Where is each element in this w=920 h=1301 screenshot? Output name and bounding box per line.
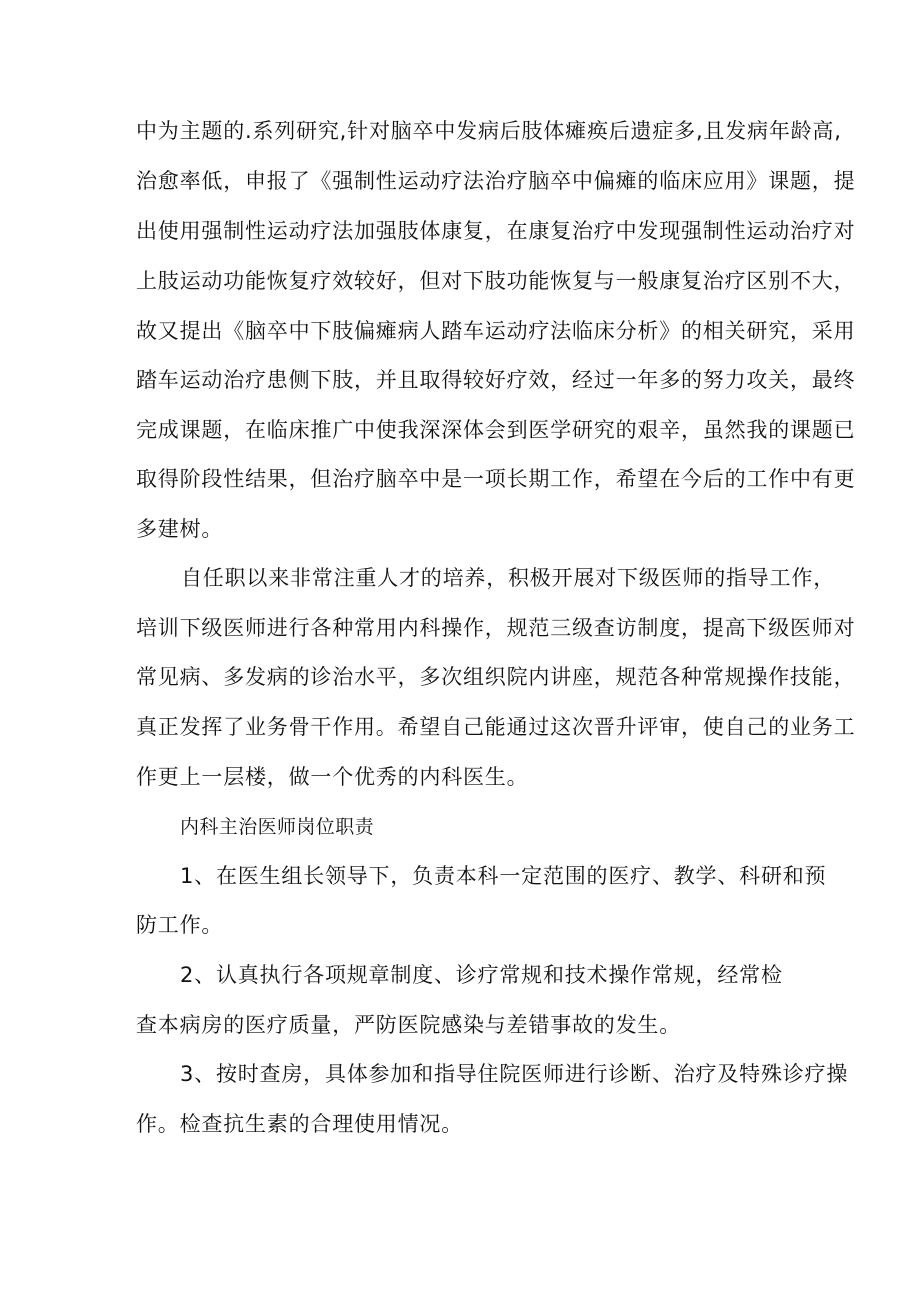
text-line: 取得阶段性结果，但治疗脑卒中是一项长期工作，希望在今后的工作中有更 [136,467,856,491]
text-line: 中为主题的.系列研究,针对脑卒中发病后肢体瘫痪后遗症多,且发病年龄高, [136,119,842,143]
text-line: 3、按时查房，具体参加和指导住院医师进行诊断、治疗及特殊诊疗操 [180,1062,849,1086]
text-line: 2、认真执行各项规章制度、诊疗常规和技术操作常规，经常检 [180,963,783,987]
text-line: 治愈率低，申报了《强制性运动疗法治疗脑卒中偏瘫的临床应用》课题，提 [136,169,856,193]
text-line: 1、在医生组长领导下，负责本科一定范围的医疗、教学、科研和预 [180,864,827,888]
text-line: 培训下级医师进行各种常用内科操作，规范三级查访制度，提高下级医师对 [136,616,856,640]
text-line: 作更上一层楼，做一个优秀的内科医生。 [136,765,529,789]
text-line: 作。检查抗生素的合理使用情况。 [136,1112,463,1136]
text-line: 上肢运动功能恢复疗效较好，但对下肢功能恢复与一般康复治疗区别不大， [136,269,856,293]
text-line: 防工作。 [136,913,224,937]
text-line: 多建树。 [136,517,224,541]
text-line: 故又提出《脑卒中下肢偏瘫病人踏车运动疗法临床分析》的相关研究，采用 [136,319,856,343]
section-heading: 内科主治医师岗位职责 [180,816,375,838]
text-line: 踏车运动治疗患侧下肢，并且取得较好疗效，经过一年多的努力攻关，最终 [136,368,856,392]
text-line: 常见病、多发病的诊治水平，多次组织院内讲座，规范各种常规操作技能， [136,665,856,689]
text-line: 查本病房的医疗质量，严防医院感染与差错事故的发生。 [136,1013,681,1037]
text-line: 完成课题，在临床推广中使我深深体会到医学研究的艰辛，虽然我的课题已 [136,418,856,442]
text-line: 出使用强制性运动疗法加强肢体康复，在康复治疗中发现强制性运动治疗对 [136,219,856,243]
text-line: 真正发挥了业务骨干作用。希望自己能通过这次晋升评审，使自己的业务工 [136,715,856,739]
text-line: 自任职以来非常注重人才的培养，积极开展对下级医师的指导工作， [181,566,835,590]
